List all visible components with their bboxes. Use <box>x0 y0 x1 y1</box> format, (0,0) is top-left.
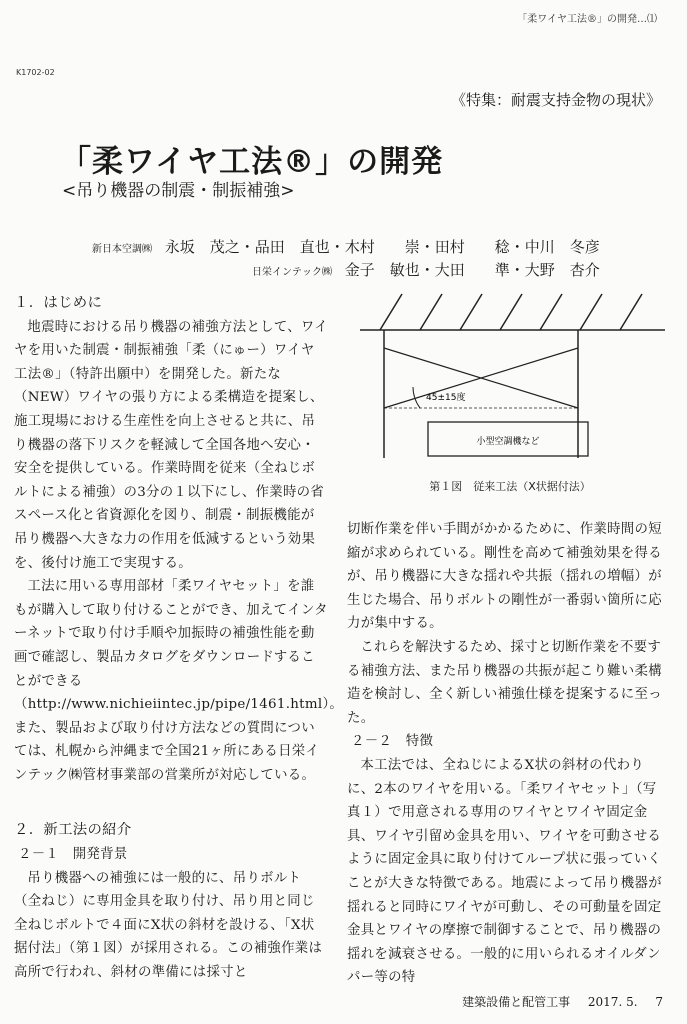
subsection-heading: ２－２ 特徴 <box>351 734 434 750</box>
journal-name: 建築設備と配管工事 <box>462 995 571 1009</box>
paragraph: 工法に用いる専用部材「柔ワイヤセット」を誰もが購入して取り付けることができ、加えてインターネットで取り付け手順や加振時の補強性能を動画で確認し、製品カタログをダウンロードすることができる（http://www.nichieiintec.jp/pipe/1461.html）。また、製品および取り付け方法などの質問については、札幌から沖縄まで全国21ヶ所にある日栄インテック㈱管材事業部の営業所が対応している。 <box>14 579 344 783</box>
section-heading: １．はじめに <box>14 295 103 311</box>
issue-date: 2017. 5. <box>587 995 638 1009</box>
paragraph: 切断作業を伴い手間がかかるために、作業時間の短縮が求められている。剛性を高めて補強効果を得るが、吊り機器に大きな揺れや共振（揺れの増幅）が生じた場合、吊りボルトの剛性が一番弱い箇所に応力が集中する。 <box>347 522 662 632</box>
page-footer <box>448 993 663 1010</box>
running-header: 「柔ワイヤ工法®」の開発…⑴ <box>517 14 657 25</box>
ceiling-hatch <box>380 294 642 330</box>
left-column <box>14 292 344 985</box>
paragraph: 吊り機器への補強には一般的に、吊りボルト（全ねじ）に専用金具を取り付け、吊り用と同じ全ねじボルトで４面にX状の斜材を設ける、「X状据付法」（第１図）が採用される。この補強作業は高所で行われ、斜材の準備には採寸と <box>14 870 323 981</box>
angle-label: 45±15度 <box>426 393 466 403</box>
author-line-2 <box>252 259 667 280</box>
author-line-1 <box>92 236 667 257</box>
affiliation: 新日本空調㈱ <box>92 244 152 255</box>
affiliation: 日栄インテック㈱ <box>252 267 332 278</box>
article-title: 「柔ワイヤ工法®」の開発 <box>60 144 444 180</box>
figure-1-caption: 第１図 従来工法（X状据付法） <box>429 480 591 493</box>
author-names: 永坂 茂之・品田 直也・木村 崇・田村 稔・中川 冬彦 <box>164 238 600 256</box>
paragraph: 本工法では、全ねじによるX状の斜材の代わりに、2本のワイヤを用いる。「柔ワイヤセット」（写真１）で用意される専用のワイヤとワイヤ固定金具、ワイヤ引留め金具を用い、ワイヤを可動させるように固定金具に取り付けてループ状に張っていくことが大きな特徴である。地震によって吊り機器が揺れると同時にワイヤが可動し、その可動量を固定金具とワイヤの摩擦で制御することで、吊り機器の揺れを減衰させる。一般的に用いられるオイルダンパー等の特 <box>347 757 662 986</box>
page-number: 7 <box>655 995 663 1009</box>
section-heading: ２．新工法の紹介 <box>14 822 132 839</box>
subsection-heading: ２－１ 開発背景 <box>18 847 128 863</box>
paragraph: これらを解決するため、採寸と切断作業を不要する補強方法、また吊り機器の共振が起こり難い柔構造を検討し、全く新しい補強仕様を提案するに至った。 <box>347 639 662 726</box>
figure-1-diagram <box>340 290 680 470</box>
right-column <box>347 518 665 990</box>
feature-label: 《特集：耐震支持金物の現状》 <box>450 91 661 109</box>
document-code: K1702-02 <box>16 68 55 77</box>
paragraph: 地震時における吊り機器の補強方法として、ワイヤを用いた制震・制振補強「柔（にゅー）ワイヤ工法®」（特許出願中）を開発した。新たな（NEW）ワイヤの張り方による柔構造を提案し、施工現場における生産性を向上させると共に、吊り機器の落下リスクを軽減して全国各地へ安心・安全を提供している。作業時間を従来（全ねじボルトによる補強）の3分の１以下にし、作業時の省スペース化と省資源化を図り、制震・制振機能が吊り機器へ大きな力の作用を低減するという効果を、後付け施工で実現する。 <box>14 319 328 571</box>
article-subtitle: <吊り機器の制震・制振補強> <box>62 181 295 201</box>
device-label: 小型空調機など <box>476 437 540 447</box>
author-names: 金子 敏也・大田 準・大野 杏介 <box>344 261 600 279</box>
